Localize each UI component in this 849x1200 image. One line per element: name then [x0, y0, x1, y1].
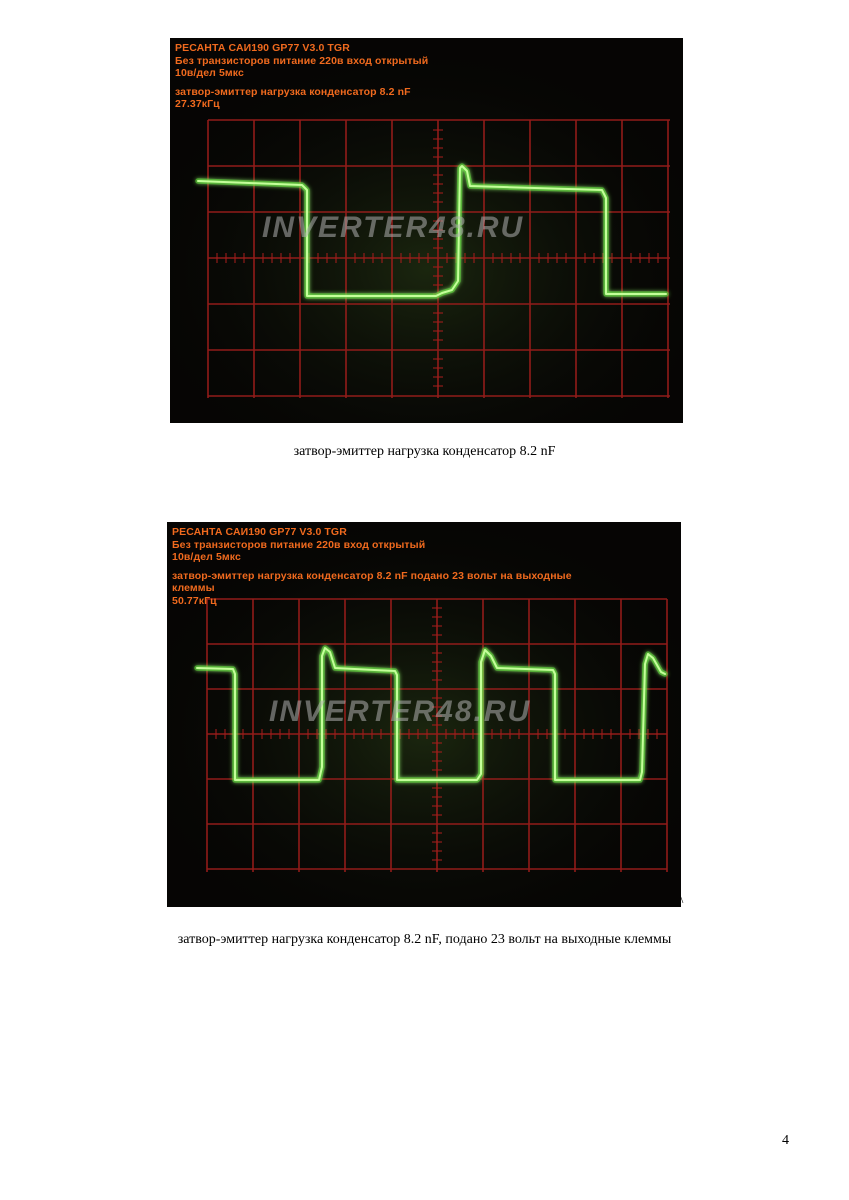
watermark-text-1: INVERTER48.RU	[262, 211, 525, 244]
oscilloscope-image-1	[170, 38, 683, 423]
scope-description-1: затвор-эмиттер нагрузка конденсатор 8.2 nF	[175, 85, 411, 98]
oscilloscope-header-1	[175, 42, 428, 111]
oscilloscope-image-2	[167, 522, 684, 907]
scope-frequency-2: 50.77кГц	[172, 594, 217, 607]
scope-title-2: РЕСАНТА САИ190 GP77 V3.0 TGR	[172, 526, 347, 538]
figure-caption-1: затвор-эмиттер нагрузка конденсатор 8.2 nF	[293, 444, 556, 459]
page-number: 4	[782, 1133, 789, 1148]
scope-description-cont-2: клеммы	[172, 582, 215, 594]
scope-frequency-1: 27.37кГц	[175, 98, 220, 110]
scope-scale-2: 10в/дел 5мкс	[172, 551, 241, 563]
stray-mark: \	[680, 892, 684, 906]
scope-title-1: РЕСАНТА САИ190 GP77 V3.0 TGR	[175, 42, 350, 54]
scope-scale-1: 10в/дел 5мкс	[175, 67, 244, 79]
figure-caption-2: затвор-эмиттер нагрузка конденсатор 8.2 nF, подано 23 вольт на выходные клеммы	[177, 932, 672, 947]
scope-setup-line-1: Без транзисторов питание 220в вход открытый	[175, 54, 429, 67]
scope-setup-line-2: Без транзисторов питание 220в вход открытый	[172, 538, 426, 551]
oscilloscope-header-2	[172, 526, 572, 607]
scope-description-2: затвор-эмиттер нагрузка конденсатор 8.2 nF подано 23 вольт на выходные	[172, 569, 572, 582]
watermark-text-2: INVERTER48.RU	[269, 695, 532, 728]
